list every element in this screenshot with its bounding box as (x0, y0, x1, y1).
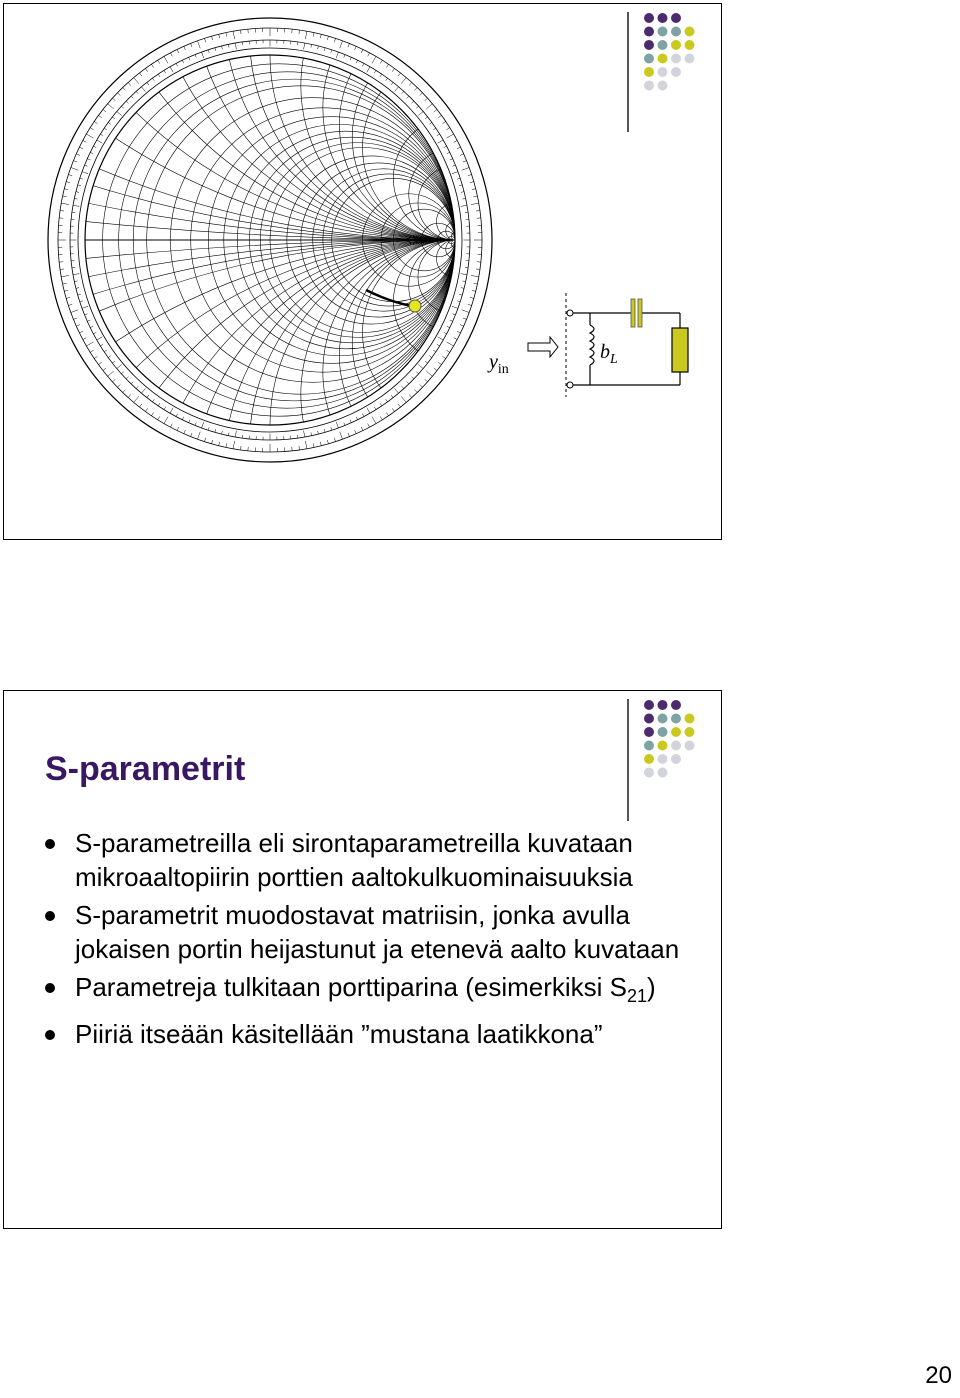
decorative-dot-grid-2 (630, 695, 720, 825)
bullet-item: S-parametreilla eli sirontaparametreilla kuvataan mikroaaltopiirin porttien aaltokulkuominaisuuksia (45, 826, 685, 894)
decorative-dot (671, 13, 681, 23)
decorative-dot (644, 27, 654, 37)
decorative-divider-2 (627, 699, 629, 821)
decorative-dot (685, 741, 695, 751)
decorative-dot (671, 27, 681, 37)
decorative-dot (685, 40, 695, 50)
bullet-item: S-parametrit muodostavat matriisin, jonka avulla jokaisen portin heijastunut ja etenevä aalto kuvataan (45, 898, 685, 966)
decorative-dot (644, 81, 654, 91)
slide-title: S-parametrit (45, 750, 246, 788)
decorative-dot (658, 67, 668, 77)
decorative-dot (658, 768, 668, 778)
decorative-dot (644, 67, 654, 77)
decorative-dot (685, 54, 695, 64)
decorative-divider-1 (627, 12, 629, 132)
decorative-dot (671, 754, 681, 764)
label-b-l: $b_L$ (600, 341, 618, 367)
decorative-dot (644, 754, 654, 764)
decorative-dot (685, 27, 695, 37)
bullet-dot-icon (45, 839, 55, 849)
bullet-item: Parametreja tulkitaan porttiparina (esimerkiksi $S_{21}$) (45, 970, 685, 1013)
decorative-dot (685, 714, 695, 724)
decorative-dot (671, 54, 681, 64)
bullet-dot-icon (45, 911, 55, 921)
label-y-in: $y_{in}$ (489, 351, 509, 377)
decorative-dot (658, 700, 668, 710)
bullet-dot-icon (45, 1030, 55, 1040)
decorative-dot (671, 40, 681, 50)
decorative-dot (644, 741, 654, 751)
page-number: 20 (925, 1362, 952, 1389)
decorative-dot (644, 40, 654, 50)
smith-grid (40, 10, 500, 470)
smith-chart (40, 10, 500, 470)
decorative-dot-grid-1 (630, 8, 720, 138)
decorative-dot (671, 700, 681, 710)
decorative-dot (658, 54, 668, 64)
decorative-dot (644, 700, 654, 710)
decorative-dot (644, 727, 654, 737)
decorative-dot (658, 727, 668, 737)
capacitor-icon (631, 299, 642, 327)
terminal-bottom (567, 382, 573, 388)
load-resistor-icon (672, 328, 688, 372)
admittance-point-marker (409, 300, 421, 312)
decorative-dot (644, 714, 654, 724)
decorative-dot (658, 27, 668, 37)
decorative-dot (671, 67, 681, 77)
decorative-dot (671, 727, 681, 737)
decorative-dot (658, 714, 668, 724)
decorative-dot (658, 741, 668, 751)
input-arrow-icon (528, 337, 558, 357)
bullet-item: Piiriä itseään käsitellään ”mustana laatikkona” (45, 1017, 685, 1051)
decorative-dot (671, 714, 681, 724)
decorative-dot (644, 768, 654, 778)
bullet-dot-icon (45, 983, 55, 993)
decorative-dot (644, 13, 654, 23)
decorative-dot (658, 81, 668, 91)
terminal-top (567, 310, 573, 316)
circuit-diagram (480, 285, 700, 405)
inductor-icon (590, 313, 594, 385)
decorative-dot (685, 727, 695, 737)
decorative-dot (671, 741, 681, 751)
bullet-list (45, 826, 685, 1055)
decorative-dot (644, 54, 654, 64)
decorative-dot (658, 40, 668, 50)
decorative-dot (658, 754, 668, 764)
decorative-dot (658, 13, 668, 23)
